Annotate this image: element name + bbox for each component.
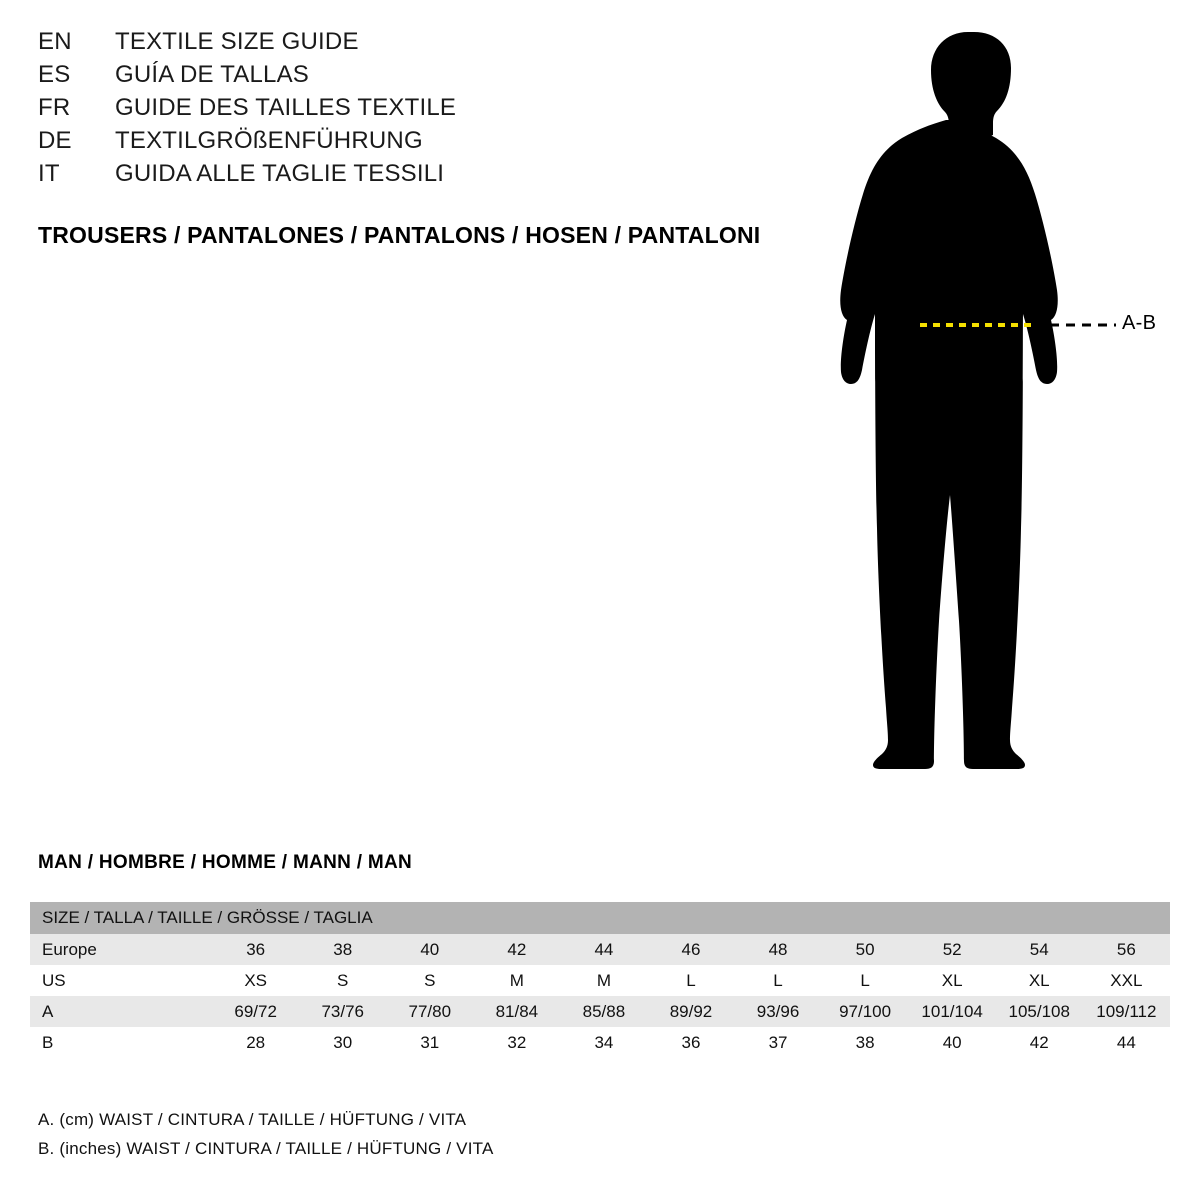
cell: 105/108 bbox=[996, 996, 1083, 1027]
cell: 81/84 bbox=[473, 996, 560, 1027]
cell: 42 bbox=[996, 1027, 1083, 1058]
cell: 44 bbox=[1083, 1027, 1170, 1058]
language-row-it bbox=[38, 160, 818, 193]
cell: 93/96 bbox=[735, 996, 822, 1027]
language-row-de bbox=[38, 127, 818, 160]
cell: 34 bbox=[560, 1027, 647, 1058]
section-title-man: MAN / HOMBRE / HOMME / MANN / MAN bbox=[38, 852, 413, 873]
cell: 36 bbox=[647, 1027, 734, 1058]
cell: 50 bbox=[822, 934, 909, 965]
cell: L bbox=[735, 965, 822, 996]
cell: 42 bbox=[473, 934, 560, 965]
cell: 31 bbox=[386, 1027, 473, 1058]
cell: 32 bbox=[473, 1027, 560, 1058]
footnote-b: B. (inches) WAIST / CINTURA / TAILLE / HÜFTUNG / VITA bbox=[38, 1139, 494, 1158]
table-row bbox=[30, 965, 1170, 996]
row-label-europe: Europe bbox=[30, 934, 212, 965]
size-table bbox=[30, 902, 1170, 1058]
cell: XXL bbox=[1083, 965, 1170, 996]
cell: 40 bbox=[909, 1027, 996, 1058]
cell: 54 bbox=[996, 934, 1083, 965]
cell: L bbox=[822, 965, 909, 996]
cell: 109/112 bbox=[1083, 996, 1170, 1027]
cell: 44 bbox=[560, 934, 647, 965]
cell: 37 bbox=[735, 1027, 822, 1058]
footnote-a: A. (cm) WAIST / CINTURA / TAILLE / HÜFTUNG / VITA bbox=[38, 1110, 467, 1129]
table-header-row bbox=[30, 902, 1170, 934]
cell: XS bbox=[212, 965, 299, 996]
language-text-en: TEXTILE SIZE GUIDE bbox=[115, 28, 359, 55]
table-row bbox=[30, 996, 1170, 1027]
cell: S bbox=[299, 965, 386, 996]
cell: 38 bbox=[299, 934, 386, 965]
cell: 52 bbox=[909, 934, 996, 965]
cell: 28 bbox=[212, 1027, 299, 1058]
language-code-en: EN bbox=[38, 28, 72, 55]
language-text-de: TEXTILGRÖßENFÜHRUNG bbox=[115, 127, 423, 154]
cell: 73/76 bbox=[299, 996, 386, 1027]
language-text-fr: GUIDE DES TAILLES TEXTILE bbox=[115, 94, 457, 121]
cell: 101/104 bbox=[909, 996, 996, 1027]
cell: 56 bbox=[1083, 934, 1170, 965]
garment-type-line: TROUSERS / PANTALONES / PANTALONS / HOSEN / PANTALONI bbox=[38, 222, 761, 248]
cell: 30 bbox=[299, 1027, 386, 1058]
cell: 77/80 bbox=[386, 996, 473, 1027]
language-text-es: GUÍA DE TALLAS bbox=[115, 61, 309, 88]
language-code-it: IT bbox=[38, 160, 60, 187]
cell: XL bbox=[996, 965, 1083, 996]
cell: 85/88 bbox=[560, 996, 647, 1027]
measure-label-ab: A-B bbox=[1122, 312, 1157, 334]
male-silhouette-figure bbox=[820, 20, 1180, 800]
language-row-en bbox=[38, 28, 818, 61]
table-header-label: SIZE / TALLA / TAILLE / GRÖSSE / TAGLIA bbox=[30, 902, 1170, 934]
cell: L bbox=[647, 965, 734, 996]
row-label-us: US bbox=[30, 965, 212, 996]
cell: 89/92 bbox=[647, 996, 734, 1027]
row-label-b: B bbox=[30, 1027, 212, 1058]
language-row-fr bbox=[38, 94, 818, 127]
cell: 38 bbox=[822, 1027, 909, 1058]
language-row-es bbox=[38, 61, 818, 94]
cell: 97/100 bbox=[822, 996, 909, 1027]
cell: S bbox=[386, 965, 473, 996]
table-row bbox=[30, 1027, 1170, 1058]
language-header-block bbox=[38, 28, 818, 193]
language-code-fr: FR bbox=[38, 94, 71, 121]
cell: XL bbox=[909, 965, 996, 996]
footnotes-block bbox=[38, 1110, 494, 1168]
cell: 69/72 bbox=[212, 996, 299, 1027]
language-code-de: DE bbox=[38, 127, 72, 154]
cell: 40 bbox=[386, 934, 473, 965]
language-code-es: ES bbox=[38, 61, 71, 88]
cell: 36 bbox=[212, 934, 299, 965]
row-label-a: A bbox=[30, 996, 212, 1027]
size-table-wrap bbox=[30, 902, 1170, 1058]
table-row bbox=[30, 934, 1170, 965]
silhouette-shape bbox=[840, 32, 1058, 769]
cell: M bbox=[473, 965, 560, 996]
language-text-it: GUIDA ALLE TAGLIE TESSILI bbox=[115, 160, 445, 187]
cell: M bbox=[560, 965, 647, 996]
cell: 46 bbox=[647, 934, 734, 965]
cell: 48 bbox=[735, 934, 822, 965]
